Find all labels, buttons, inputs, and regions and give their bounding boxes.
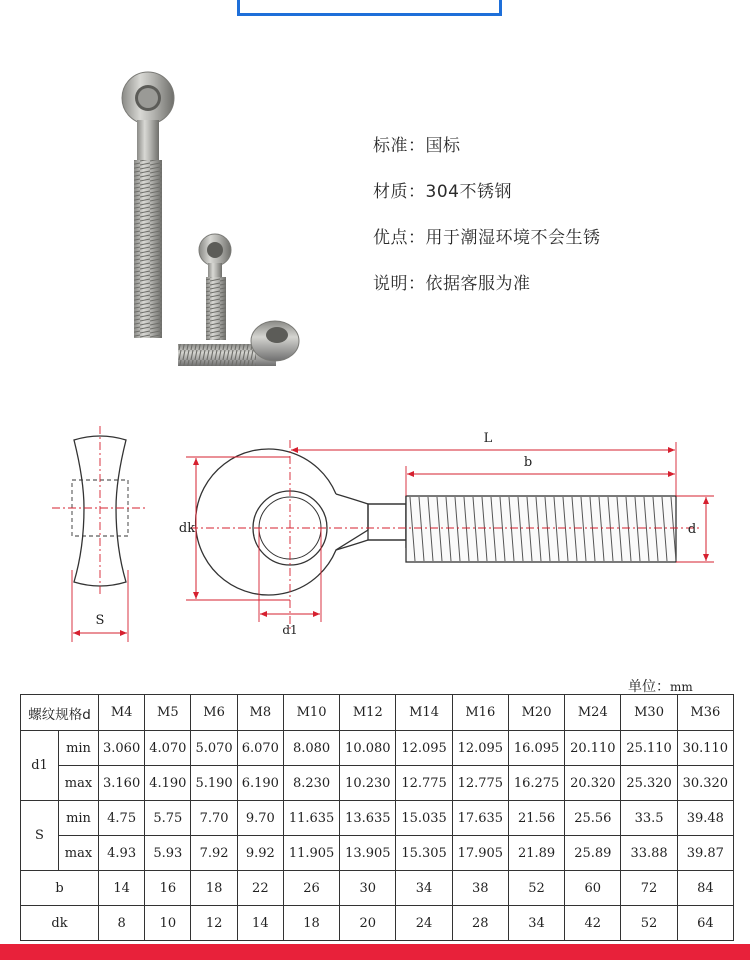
table-cell: 21.89 — [508, 836, 564, 871]
side-view — [52, 426, 148, 642]
unit-value: mm — [670, 680, 693, 694]
row-sublabel-max: max — [59, 836, 99, 871]
table-cell: 8 — [99, 906, 145, 941]
label-dk: dk — [178, 521, 196, 536]
row-sublabel-min: min — [59, 731, 99, 766]
table-cell: 60 — [565, 871, 621, 906]
spec-note: 说明：依据客服为准 — [373, 274, 531, 294]
label-d1: d1 — [282, 623, 298, 637]
row-sublabel-min: min — [59, 801, 99, 836]
table-cell: 11.635 — [283, 801, 339, 836]
table-cell: 5.75 — [145, 801, 191, 836]
table-cell: 8.230 — [283, 766, 339, 801]
table-header-size: M12 — [340, 695, 396, 731]
table-cell: 30.320 — [677, 766, 733, 801]
table-cell: 30 — [340, 871, 396, 906]
table-cell: 3.060 — [99, 731, 145, 766]
table-cell: 16.275 — [508, 766, 564, 801]
row-label-s: S — [21, 801, 59, 871]
table-cell: 17.905 — [452, 836, 508, 871]
table-cell: 10 — [145, 906, 191, 941]
table-cell: 15.305 — [396, 836, 452, 871]
table-cell: 9.92 — [237, 836, 283, 871]
table-cell: 7.70 — [191, 801, 237, 836]
table-cell: 22 — [237, 871, 283, 906]
lying-eye-bolt — [178, 321, 299, 366]
table-cell: 11.905 — [283, 836, 339, 871]
table-cell: 12.095 — [452, 731, 508, 766]
table-cell: 16 — [145, 871, 191, 906]
table-row-d1-min — [21, 731, 734, 766]
table-cell: 10.080 — [340, 731, 396, 766]
table-cell: 12.775 — [452, 766, 508, 801]
table-cell: 4.070 — [145, 731, 191, 766]
table-cell: 25.89 — [565, 836, 621, 871]
spec-standard: 标准：国标 — [373, 136, 461, 156]
spec-list — [373, 130, 601, 314]
table-cell: 17.635 — [452, 801, 508, 836]
table-cell: 14 — [237, 906, 283, 941]
table-cell: 7.92 — [191, 836, 237, 871]
table-cell: 6.070 — [237, 731, 283, 766]
table-cell: 13.635 — [340, 801, 396, 836]
product-photo — [110, 50, 320, 390]
table-header-size: M6 — [191, 695, 237, 731]
table-cell: 4.93 — [99, 836, 145, 871]
table-cell: 25.320 — [621, 766, 677, 801]
table-cell: 12 — [191, 906, 237, 941]
table-header-size: M10 — [283, 695, 339, 731]
spec-material: 材质：304不锈钢 — [373, 182, 512, 202]
table-cell: 9.70 — [237, 801, 283, 836]
table-cell: 10.230 — [340, 766, 396, 801]
header-label: 螺纹规格d — [21, 695, 99, 731]
table-cell: 30.110 — [677, 731, 733, 766]
small-eye-bolt — [199, 234, 231, 340]
table-cell: 72 — [621, 871, 677, 906]
label-b: b — [523, 455, 533, 470]
row-label-d1: d1 — [21, 731, 59, 801]
table-row-s-min — [21, 801, 734, 836]
table-header-size: M16 — [452, 695, 508, 731]
table-cell: 25.56 — [565, 801, 621, 836]
table-cell: 34 — [508, 906, 564, 941]
table-header-size: M30 — [621, 695, 677, 731]
table-cell: 12.775 — [396, 766, 452, 801]
table-cell: 33.5 — [621, 801, 677, 836]
table-cell: 38 — [452, 871, 508, 906]
table-cell: 21.56 — [508, 801, 564, 836]
table-cell: 12.095 — [396, 731, 452, 766]
table-cell: 3.160 — [99, 766, 145, 801]
table-cell: 25.110 — [621, 731, 677, 766]
table-cell: 39.87 — [677, 836, 733, 871]
table-cell: 33.88 — [621, 836, 677, 871]
table-header-size: M5 — [145, 695, 191, 731]
table-header-size: M8 — [237, 695, 283, 731]
table-cell: 28 — [452, 906, 508, 941]
table-cell: 20 — [340, 906, 396, 941]
row-sublabel-max: max — [59, 766, 99, 801]
table-cell: 5.93 — [145, 836, 191, 871]
table-cell: 15.035 — [396, 801, 452, 836]
table-cell: 84 — [677, 871, 733, 906]
spec-table — [20, 694, 734, 941]
table-cell: 5.070 — [191, 731, 237, 766]
table-row-d1-max — [21, 766, 734, 801]
table-row-s-max — [21, 836, 734, 871]
table-header-size: M20 — [508, 695, 564, 731]
table-cell: 18 — [191, 871, 237, 906]
unit-prefix: 单位： — [628, 679, 670, 695]
table-cell: 4.190 — [145, 766, 191, 801]
table-cell: 14 — [99, 871, 145, 906]
table-cell: 20.320 — [565, 766, 621, 801]
table-cell: 34 — [396, 871, 452, 906]
table-cell: 18 — [283, 906, 339, 941]
label-d: d — [687, 522, 697, 537]
row-label-b: b — [21, 871, 99, 906]
table-cell: 16.095 — [508, 731, 564, 766]
table-cell: 24 — [396, 906, 452, 941]
table-cell: 20.110 — [565, 731, 621, 766]
technical-drawing — [0, 420, 750, 650]
table-cell: 6.190 — [237, 766, 283, 801]
table-cell: 5.190 — [191, 766, 237, 801]
unit-note — [628, 676, 693, 696]
table-header-size: M14 — [396, 695, 452, 731]
table-row-dk — [21, 906, 734, 941]
table-cell: 4.75 — [99, 801, 145, 836]
bottom-accent-bar — [0, 944, 750, 960]
table-row-b — [21, 871, 734, 906]
large-eye-bolt — [122, 72, 174, 338]
table-header-size: M36 — [677, 695, 733, 731]
table-cell: 13.905 — [340, 836, 396, 871]
table-cell: 39.48 — [677, 801, 733, 836]
table-header-row — [21, 695, 734, 731]
label-s: S — [95, 613, 105, 628]
spec-advantage: 优点：用于潮湿环境不会生锈 — [373, 228, 601, 248]
front-view — [179, 431, 714, 637]
table-cell: 52 — [621, 906, 677, 941]
table-cell: 42 — [565, 906, 621, 941]
label-l: L — [483, 431, 493, 446]
table-cell: 64 — [677, 906, 733, 941]
table-cell: 52 — [508, 871, 564, 906]
table-header-size: M24 — [565, 695, 621, 731]
table-header-size: M4 — [99, 695, 145, 731]
header-frame — [237, 0, 502, 16]
table-cell: 8.080 — [283, 731, 339, 766]
table-cell: 26 — [283, 871, 339, 906]
row-label-dk: dk — [21, 906, 99, 941]
